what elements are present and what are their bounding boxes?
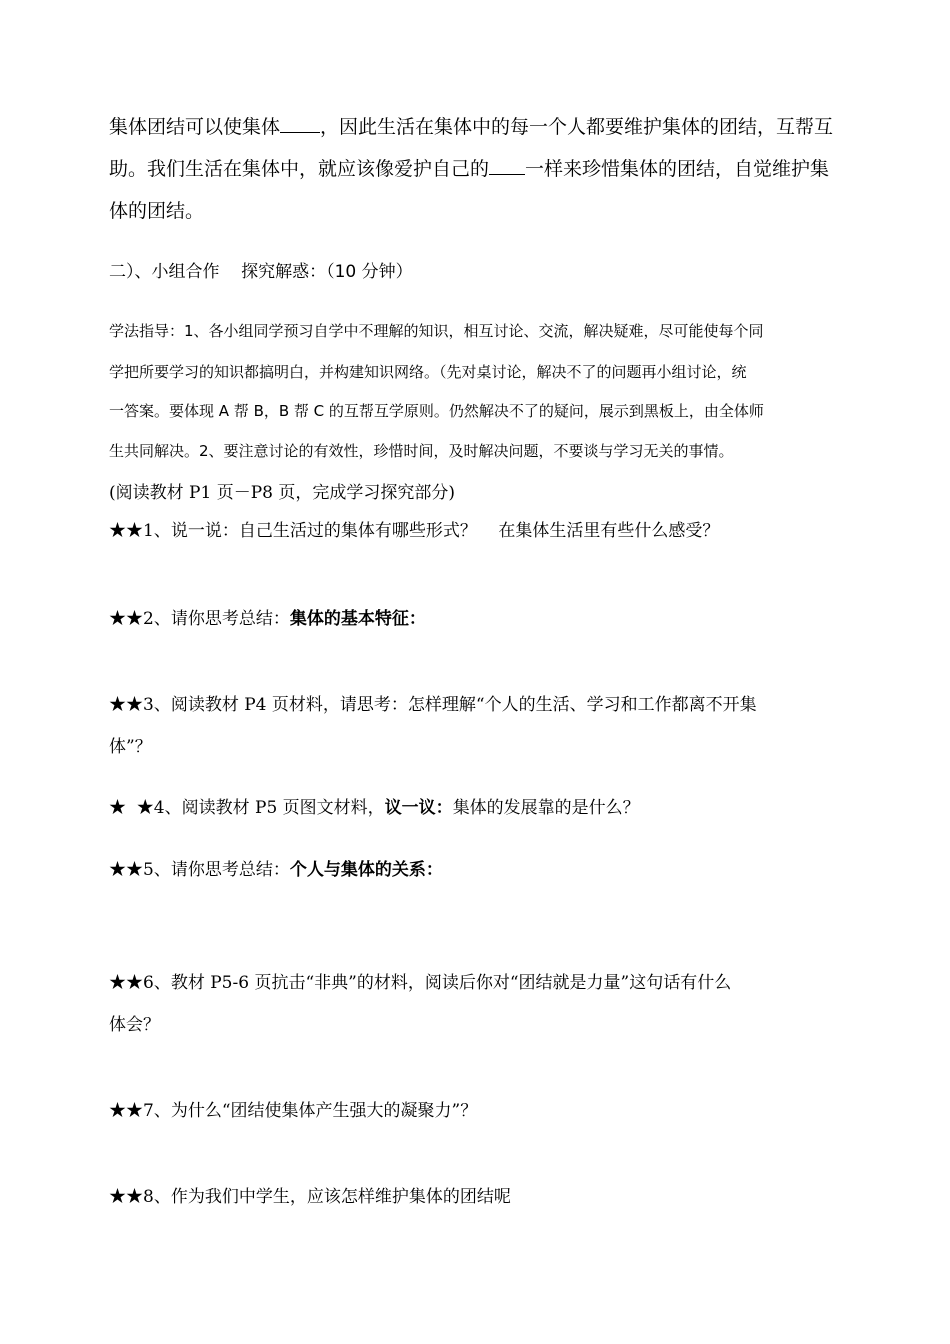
intro-text: ，因此生活在集体中的每一个人都要维护集体的团结，互帮互 (320, 116, 834, 138)
section-heading: 二）、小组合作 探究解惑：（10 分钟） (109, 262, 413, 282)
question-5 (109, 855, 443, 880)
method-line: 学法指导：1、各小组同学预习自学中不理解的知识，相互讨论、交流，解决疑难，尽可能使每个同 (109, 322, 764, 340)
question-keyword: 集体的基本特征： (289, 609, 426, 629)
reading-note: (阅读教材 P1 页－P8 页，完成学习探究部分) (109, 483, 455, 503)
intro-text: 体的团结。 (109, 200, 205, 222)
question-7: ★★7、为什么“团结使集体产生强大的凝聚力”？ (109, 1101, 478, 1121)
answer-blank[interactable] (280, 132, 320, 133)
question-keyword: 个人与集体的关系： (289, 860, 443, 880)
intro-text: 一样来珍惜集体的团结，自觉维护集 (525, 158, 830, 180)
method-line: 生共同解决。2、要注意讨论的有效性，珍惜时间，及时解决问题，不要谈与学习无关的事情。 (109, 442, 734, 460)
question-text: ★★5、请你思考总结： (109, 860, 290, 880)
question-3-cont: 体”？ (109, 737, 152, 757)
question-1: ★★1、说一说：自己生活过的集体有哪些形式？ 在集体生活里有些什么感受？ (109, 521, 720, 541)
question-2 (109, 604, 426, 629)
question-8: ★★8、作为我们中学生，应该怎样维护集体的团结呢 (109, 1187, 511, 1207)
method-line: 学把所要学习的知识都搞明白，并构建知识网络。（先对桌讨论，解决不了的问题再小组讨论，统 (109, 363, 747, 381)
question-6-cont: 体会？ (109, 1015, 160, 1035)
method-line: 一答案。要体现 A 帮 B，B 帮 C 的互帮互学原则。仍然解决不了的疑问，展示到黑板上，由全体师 (109, 402, 764, 420)
intro-line-1 (109, 112, 833, 139)
question-text: 集体的发展靠的是什么？ (452, 798, 640, 818)
intro-line-2 (109, 154, 829, 181)
question-3: ★★3、阅读教材 P4 页材料，请思考：怎样理解“个人的生活、学习和工作都离不开集 (109, 695, 757, 715)
intro-text: 助。我们生活在集体中，就应该像爱护自己的 (109, 158, 490, 180)
intro-line-3 (109, 196, 204, 223)
intro-text: 集体团结可以使集体 (109, 116, 281, 138)
question-text: ★★2、请你思考总结： (109, 609, 290, 629)
question-keyword: 议一议： (384, 798, 453, 818)
question-text: ★ ★4、阅读教材 P5 页图文材料， (109, 798, 385, 818)
answer-blank[interactable] (489, 174, 525, 175)
question-6: ★★6、教材 P5-6 页抗击“非典”的材料，阅读后你对“团结就是力量”这句话有什么 (109, 973, 732, 993)
question-4 (109, 793, 640, 818)
